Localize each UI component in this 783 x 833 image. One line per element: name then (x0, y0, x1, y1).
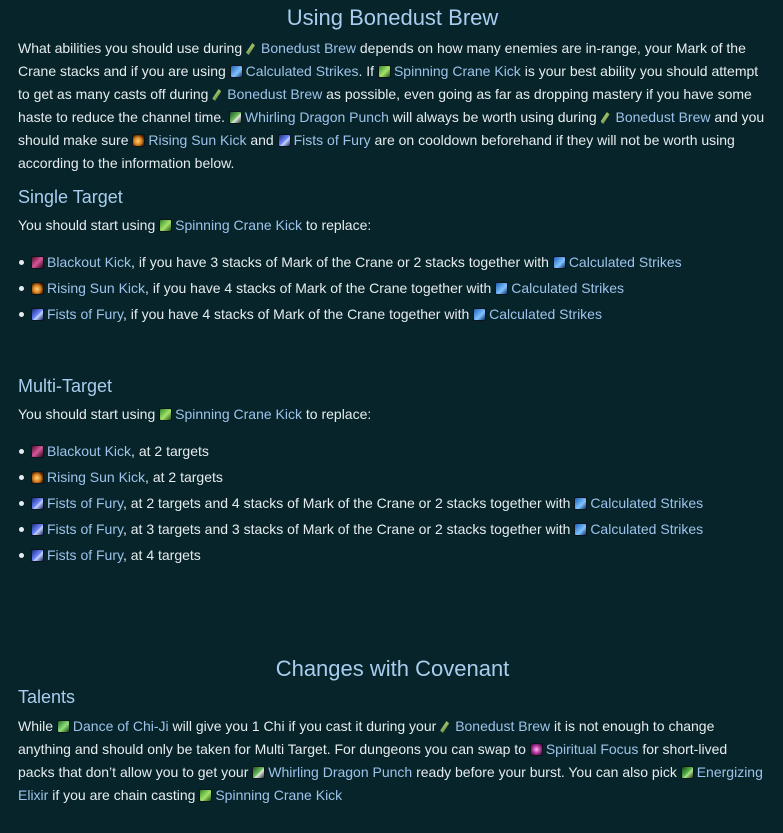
bonedust-brew-icon (440, 721, 449, 733)
list-item (31, 516, 767, 542)
blackout-kick-icon (31, 256, 44, 269)
intro-text-4: is your best ability you should attempt to get as many casts off during (18, 63, 759, 102)
talents-heading: Talents (18, 687, 76, 707)
lead-text: You should start using (18, 217, 156, 233)
fists-of-fury-icon (278, 134, 291, 147)
item-text: , at 3 targets and 3 stacks of Mark of the Crane or 2 stacks together with (122, 521, 571, 537)
single-target-lead (18, 214, 767, 237)
list-item (31, 301, 767, 327)
spell-link-blackout-kick[interactable]: Blackout Kick (47, 254, 132, 270)
list-item (31, 464, 767, 490)
lead-text: to replace: (305, 406, 372, 422)
list-item (31, 249, 767, 275)
single-target-heading: Single Target (18, 187, 123, 207)
spell-link-spiritual-focus[interactable]: Spiritual Focus (545, 741, 639, 757)
spell-link-energizing-elixir[interactable]: Energizing Elixir (18, 764, 763, 803)
spell-link-whirling-dragon-punch[interactable]: Whirling Dragon Punch (244, 109, 389, 125)
spell-link-bonedust-brew[interactable]: Bonedust Brew (455, 718, 551, 734)
multi-target-list (18, 438, 767, 568)
calculated-strikes-icon (553, 256, 566, 269)
talents-text-6: if you are chain casting (52, 787, 196, 803)
rising-sun-kick-icon (31, 282, 44, 295)
spell-link-fists-of-fury[interactable]: Fists of Fury (47, 495, 123, 511)
talents-text-1: While (18, 718, 54, 734)
item-text: , at 4 targets (122, 547, 201, 563)
list-item (31, 490, 767, 516)
talents-text-3: it is not enough to change anything and should only be taken for Multi Target. For dungeons you can swap to (18, 718, 715, 757)
intro-text-8: and (250, 132, 274, 148)
talents-paragraph (18, 715, 767, 807)
bonedust-brew-icon (246, 43, 255, 55)
intro-text-2: depends on how many enemies are in-range, your Mark of the Crane stacks and if you are using (18, 40, 746, 79)
intro-paragraph (18, 37, 767, 175)
intro-text-9: are on cooldown beforehand if they will not be worth using according to the information below. (18, 132, 735, 171)
fists-of-fury-icon (31, 549, 44, 562)
spell-link-calculated-strikes[interactable]: Calculated Strikes (590, 495, 704, 511)
talents-text-5: ready before your burst. You can also pick (416, 764, 677, 780)
spell-link-spinning-crane-kick[interactable]: Spinning Crane Kick (393, 63, 521, 79)
covenant-heading: Changes with Covenant (275, 656, 510, 681)
calculated-strikes-icon (574, 523, 587, 536)
spell-link-rising-sun-kick[interactable]: Rising Sun Kick (148, 132, 247, 148)
rising-sun-kick-icon (31, 471, 44, 484)
spell-link-calculated-strikes[interactable]: Calculated Strikes (245, 63, 359, 79)
multi-target-heading: Multi-Target (18, 376, 113, 396)
lead-text: to replace: (305, 217, 372, 233)
single-target-list (18, 249, 767, 327)
talents-text-2: will give you 1 Chi if you cast it during your (172, 718, 437, 734)
talents-text-4: for short-lived packs that don’t allow you to get your (18, 741, 728, 780)
spell-link-calculated-strikes[interactable]: Calculated Strikes (489, 306, 602, 322)
spell-link-bonedust-brew[interactable]: Bonedust Brew (615, 109, 711, 125)
list-item (31, 542, 767, 568)
spinning-crane-kick-icon (199, 789, 212, 802)
spinning-crane-kick-icon (159, 219, 172, 232)
calculated-strikes-icon (574, 497, 587, 510)
blackout-kick-icon (31, 445, 44, 458)
dance-of-chiji-icon (57, 720, 70, 733)
spell-link-calculated-strikes[interactable]: Calculated Strikes (511, 280, 625, 296)
calculated-strikes-icon (230, 65, 243, 78)
intro-text-5: as possible, even going as far as dropping mastery if you have some haste to reduce the channel time. (18, 86, 752, 125)
list-item (31, 275, 767, 301)
spinning-crane-kick-icon (378, 65, 391, 78)
spiritual-focus-icon (530, 743, 543, 756)
spell-link-rising-sun-kick[interactable]: Rising Sun Kick (47, 469, 146, 485)
item-text: , at 2 targets and 4 stacks of Mark of the Crane or 2 stacks together with (122, 495, 571, 511)
list-item (31, 438, 767, 464)
spell-link-bonedust-brew[interactable]: Bonedust Brew (227, 86, 323, 102)
spell-link-spinning-crane-kick[interactable]: Spinning Crane Kick (215, 787, 343, 803)
section-title: Using Bonedust Brew (286, 5, 499, 30)
energizing-elixir-icon (681, 766, 694, 779)
fists-of-fury-icon (31, 308, 44, 321)
intro-text-7: and you should make sure (18, 109, 765, 148)
spell-link-calculated-strikes[interactable]: Calculated Strikes (568, 254, 682, 270)
item-text: , if you have 4 stacks of Mark of the Crane together with (122, 306, 470, 322)
intro-text-6: will always be worth using during (392, 109, 597, 125)
fists-of-fury-icon (31, 523, 44, 536)
intro-text-1: What abilities you should use during (18, 40, 243, 56)
lead-text: You should start using (18, 406, 156, 422)
spell-link-blackout-kick[interactable]: Blackout Kick (47, 443, 132, 459)
spell-link-fists-of-fury[interactable]: Fists of Fury (47, 306, 123, 322)
item-text: , if you have 4 stacks of Mark of the Crane together with (145, 280, 492, 296)
spinning-crane-kick-icon (159, 408, 172, 421)
calculated-strikes-icon (473, 308, 486, 321)
spell-link-dance-of-chiji[interactable]: Dance of Chi-Ji (72, 718, 169, 734)
item-text: , at 2 targets (145, 469, 223, 485)
whirling-dragon-punch-icon (252, 766, 265, 779)
spell-link-whirling-dragon-punch[interactable]: Whirling Dragon Punch (268, 764, 413, 780)
spell-link-rising-sun-kick[interactable]: Rising Sun Kick (47, 280, 146, 296)
item-text: , if you have 3 stacks of Mark of the Crane or 2 stacks together with (131, 254, 549, 270)
fists-of-fury-icon (31, 497, 44, 510)
rising-sun-kick-icon (132, 134, 145, 147)
multi-target-lead (18, 403, 767, 426)
spell-link-fists-of-fury[interactable]: Fists of Fury (293, 132, 371, 148)
bonedust-brew-icon (601, 112, 610, 124)
intro-text-3: . If (358, 63, 375, 79)
spell-link-spinning-crane-kick[interactable]: Spinning Crane Kick (175, 217, 302, 233)
spell-link-fists-of-fury[interactable]: Fists of Fury (47, 521, 123, 537)
bonedust-brew-icon (212, 89, 221, 101)
spell-link-spinning-crane-kick[interactable]: Spinning Crane Kick (175, 406, 302, 422)
whirling-dragon-punch-icon (229, 111, 242, 124)
spell-link-bonedust-brew[interactable]: Bonedust Brew (261, 40, 356, 56)
spell-link-fists-of-fury[interactable]: Fists of Fury (47, 547, 123, 563)
calculated-strikes-icon (495, 282, 508, 295)
item-text: , at 2 targets (131, 443, 209, 459)
spell-link-calculated-strikes[interactable]: Calculated Strikes (590, 521, 704, 537)
